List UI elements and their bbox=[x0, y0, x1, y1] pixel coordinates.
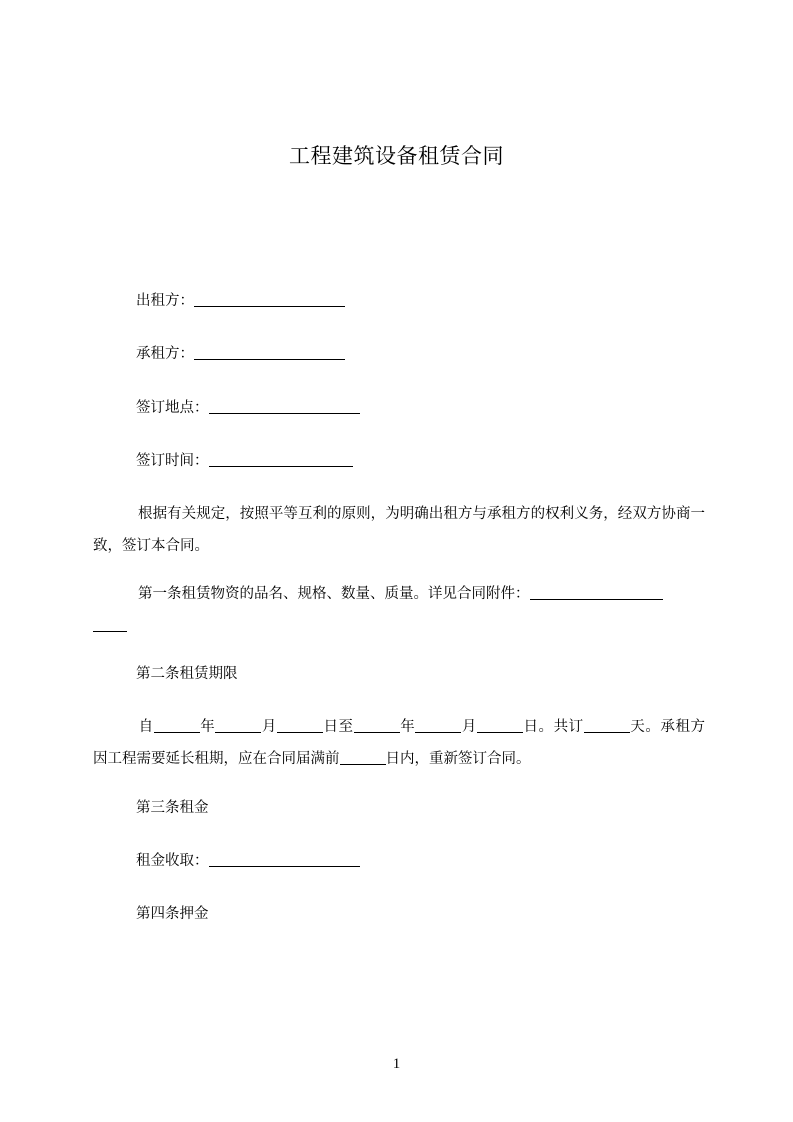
article-2-year-2: 年 bbox=[399, 719, 416, 735]
lessee-blank[interactable] bbox=[194, 345, 345, 360]
rent-collection-label: 租金收取： bbox=[136, 853, 209, 869]
article-2-month: 月 bbox=[261, 719, 277, 735]
signing-time-label: 签订时间： bbox=[136, 453, 209, 469]
document-title: 工程建筑设备租赁合同 bbox=[289, 144, 504, 168]
article-2-paragraph bbox=[93, 711, 705, 775]
start-month-blank[interactable] bbox=[215, 718, 261, 733]
end-day-blank[interactable] bbox=[477, 718, 523, 733]
signing-time-line bbox=[136, 451, 353, 471]
rent-collection-blank[interactable] bbox=[209, 852, 360, 867]
signing-place-line bbox=[136, 398, 360, 418]
preamble-paragraph bbox=[93, 498, 705, 562]
article-1-blank[interactable] bbox=[530, 585, 663, 600]
rent-collection-line bbox=[136, 851, 360, 871]
end-year-blank[interactable] bbox=[354, 718, 400, 733]
lessee-line bbox=[136, 344, 345, 364]
article-1-text: 第一条租赁物资的品名、规格、数量、质量。详见合同附件： bbox=[138, 586, 530, 602]
lessor-line bbox=[136, 291, 345, 311]
lessor-label: 出租方： bbox=[136, 293, 194, 309]
lessor-blank[interactable] bbox=[194, 292, 345, 307]
article-2-day-to: 日至 bbox=[322, 719, 354, 735]
article-2-month-2: 月 bbox=[461, 719, 477, 735]
article-3-heading: 第三条租金 bbox=[136, 800, 209, 816]
signing-time-blank[interactable] bbox=[209, 452, 353, 467]
page-number: 1 bbox=[392, 1056, 401, 1072]
article-4-heading: 第四条押金 bbox=[136, 906, 209, 922]
preamble-text: 根据有关规定，按照平等互利的原则，为明确出租方与承租方的权利义务，经双方协商一致，签订本合同。 bbox=[93, 506, 705, 554]
end-month-blank[interactable] bbox=[415, 718, 461, 733]
article-2-total: 日。共订 bbox=[522, 719, 584, 735]
start-day-blank[interactable] bbox=[277, 718, 323, 733]
article-2-resign: 日内，重新签订合同。 bbox=[385, 751, 531, 767]
signing-place-label: 签订地点： bbox=[136, 400, 209, 416]
article-2-year: 年 bbox=[199, 719, 216, 735]
article-2-extension: 天。承租方因工程需要延长租期，应在合同届满前 bbox=[93, 719, 706, 767]
article-2-heading: 第二条租赁期限 bbox=[136, 666, 238, 682]
article-2-from: 自 bbox=[138, 719, 154, 735]
start-year-blank[interactable] bbox=[154, 718, 200, 733]
article-1-blank-continued[interactable] bbox=[93, 617, 127, 632]
lessee-label: 承租方： bbox=[136, 346, 194, 362]
notice-days-blank[interactable] bbox=[340, 750, 386, 765]
signing-place-blank[interactable] bbox=[209, 399, 360, 414]
article-1-paragraph bbox=[93, 578, 705, 642]
total-days-blank[interactable] bbox=[584, 718, 630, 733]
